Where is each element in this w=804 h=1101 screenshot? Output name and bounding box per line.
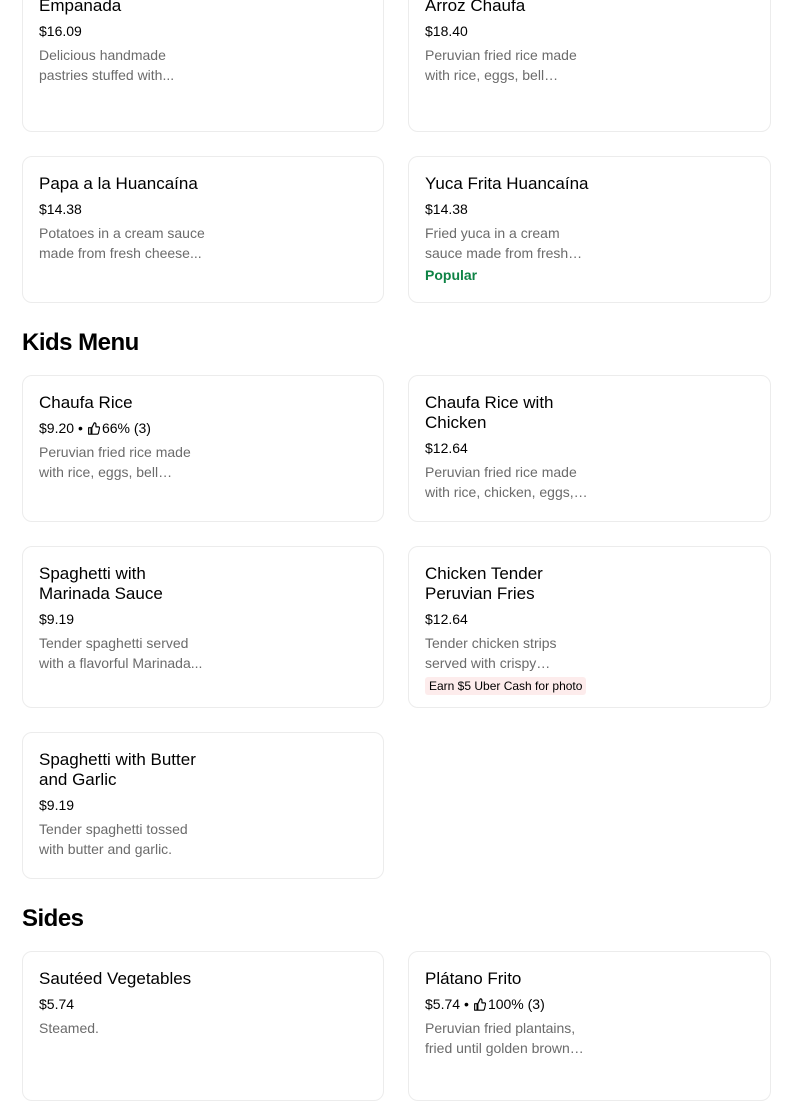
item-name: Empanada: [39, 0, 122, 15]
item-price: $5.74: [39, 996, 75, 1012]
menu-item-card[interactable]: [22, 732, 384, 879]
section-title-sides: Sides: [22, 905, 84, 932]
item-price-row: [425, 994, 754, 1014]
item-price-row: [39, 609, 367, 629]
item-name: Sautéed Vegetables: [39, 969, 192, 988]
menu-item-card[interactable]: [408, 375, 771, 522]
item-price-row: [425, 609, 754, 629]
item-price-row: [39, 994, 367, 1014]
item-price: $12.64: [425, 440, 468, 456]
item-description: Tender spaghetti tossed with butter and garlic.: [39, 821, 188, 857]
item-description: Peruvian fried rice made with rice, eggs, bell: [425, 47, 577, 83]
menu-item-card[interactable]: [408, 0, 771, 132]
separator-dot: •: [78, 420, 83, 436]
menu-item-card[interactable]: [22, 951, 384, 1101]
item-price: $9.19: [39, 797, 75, 813]
item-price-row: [39, 795, 367, 815]
item-description: Potatoes in a cream sauce made from fresh cheese...: [39, 225, 205, 261]
item-price: $14.38: [39, 201, 82, 217]
item-price: $18.40: [425, 23, 468, 39]
item-price-row: [39, 418, 367, 438]
item-description: Delicious handmade pastries stuffed with...: [39, 47, 175, 83]
popular-badge: Popular: [425, 267, 478, 283]
item-price: $9.20: [39, 420, 75, 436]
item-name: Chaufa Rice with Chicken: [425, 393, 554, 432]
item-description: Peruvian fried rice made with rice, chicken, eggs,: [425, 464, 577, 500]
menu-item-card[interactable]: [22, 546, 384, 708]
menu-item-card[interactable]: [22, 0, 384, 132]
menu-item-card[interactable]: [408, 546, 771, 708]
item-price-row: [425, 199, 754, 219]
thumbs-up-icon: [87, 422, 100, 435]
item-description: Fried yuca in a cream sauce made from fresh: [425, 225, 569, 261]
item-price: $14.38: [425, 201, 468, 217]
item-price: $5.74: [425, 996, 461, 1012]
item-name: Plátano Frito: [425, 969, 522, 988]
item-price-row: [39, 199, 367, 219]
menu-item-card[interactable]: [408, 156, 771, 303]
item-name: Arroz Chaufa: [425, 0, 526, 15]
item-name: Yuca Frita Huancaína: [425, 174, 589, 193]
item-description: Tender chicken strips served with crispy: [425, 635, 557, 671]
item-description: Peruvian fried rice made with rice, eggs, bell: [39, 444, 191, 480]
item-rating: 66% (3): [101, 420, 151, 436]
section-title-kids-menu: Kids Menu: [22, 329, 139, 356]
menu-item-card[interactable]: [22, 156, 384, 303]
separator-dot: •: [464, 996, 469, 1012]
item-price-row: [425, 438, 754, 458]
item-name: Spaghetti with Marinada Sauce: [39, 564, 163, 603]
uber-cash-promo-badge: Earn $5 Uber Cash for photo: [425, 677, 586, 695]
item-description: Tender spaghetti served with a flavorful Marinada...: [39, 635, 203, 671]
item-price-row: [39, 21, 367, 41]
item-name: Chaufa Rice: [39, 393, 133, 412]
item-name: Papa a la Huancaína: [39, 174, 198, 193]
menu-item-card[interactable]: [22, 375, 384, 522]
item-description: Steamed.: [39, 1020, 99, 1036]
item-price: $16.09: [39, 23, 82, 39]
item-description: Peruvian fried plantains, fried until golden brown: [425, 1020, 576, 1056]
menu-item-card[interactable]: [408, 951, 771, 1101]
item-price: $9.19: [39, 611, 75, 627]
item-name: Spaghetti with Butter and Garlic: [39, 750, 196, 789]
item-price: $12.64: [425, 611, 468, 627]
thumbs-up-icon: [473, 998, 486, 1011]
item-name: Chicken Tender Peruvian Fries: [425, 564, 543, 603]
item-price-row: [425, 21, 754, 41]
item-rating: 100% (3): [487, 996, 545, 1012]
